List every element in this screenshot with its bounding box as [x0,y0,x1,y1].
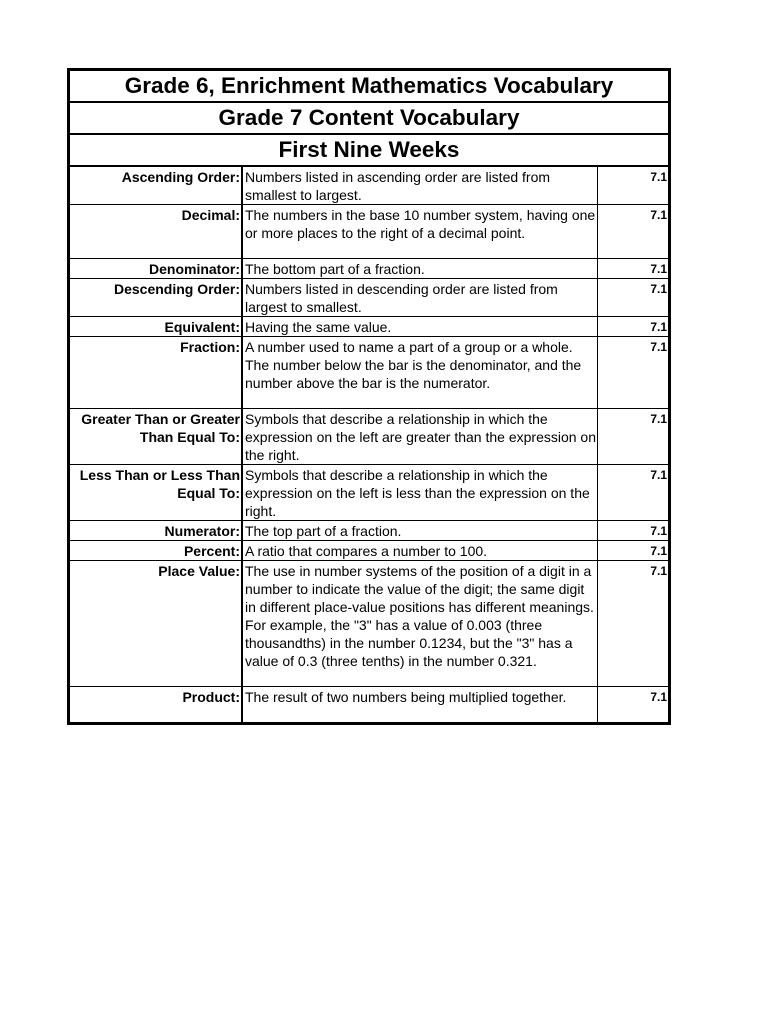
standard-cell: 7.1 [598,465,669,521]
table-row [70,687,668,723]
term-cell: Numerator: [70,521,242,541]
table-row [70,259,668,279]
standard-cell: 7.1 [598,521,669,541]
definition-cell: The bottom part of a fraction. [242,259,598,279]
title-block [70,71,668,167]
definition-cell: A ratio that compares a number to 100. [242,541,598,561]
standard-cell: 7.1 [598,337,669,409]
standard-cell: 7.1 [650,170,667,184]
title-line-3: First Nine Weeks [278,137,460,162]
definition-cell: A number used to name a part of a group or a whole. The number below the bar is the denominator, and the number above the bar is the numerator. [242,337,598,409]
standard-cell: 7.1 [598,687,669,723]
definition-cell: Symbols that describe a relationship in which the expression on the left are greater than the expression on the right. [242,409,598,465]
standard-cell: 7.1 [598,541,669,561]
definition-cell: Symbols that describe a relationship in which the expression on the left is less than the expression on the right. [242,465,598,521]
term-cell: Ascending Order: [70,167,242,205]
title-line-2: Grade 7 Content Vocabulary [70,103,668,135]
standard-cell: 7.1 [598,561,669,687]
table-row [70,561,668,687]
definition-cell: The top part of a fraction. [242,521,598,541]
vocabulary-sheet [67,68,671,725]
term-cell: Less Than or Less Than Equal To: [70,465,242,521]
term-cell: Descending Order: [70,279,242,317]
definition-cell: Having the same value. [242,317,598,337]
table-row [70,521,668,541]
standard-cell: 7.1 [598,409,669,465]
definition-cell: Numbers listed in ascending order are listed from smallest to largest. [242,167,598,205]
term-cell: Product: [70,687,242,723]
definition-cell: The result of two numbers being multiplied together. [242,687,598,723]
term-cell: Equivalent: [70,317,242,337]
table-row [70,279,668,317]
table-row [70,317,668,337]
standard-cell: 7.1 [598,259,669,279]
term-cell: Place Value: [70,561,242,687]
term-cell: Fraction: [70,337,242,409]
table-row [70,465,668,521]
standard-cell: 7.1 [598,205,669,259]
term-cell: Greater Than or Greater Than Equal To: [70,409,242,465]
table-row [70,409,668,465]
definition-cell: The use in number systems of the position of a digit in a number to indicate the value of the digit; the same digit in different place-value positions has different meanings. For example, the "3" has a value of 0.003 (three thousandths) in the number 0.1234, but the "3" has a value of 0.3 (three tenths) in the number 0.321. [242,561,598,687]
table-row [70,541,668,561]
standard-cell: 7.1 [598,317,669,337]
table-row [70,337,668,409]
table-row [70,167,668,205]
term-cell: Percent: [70,541,242,561]
table-row [70,205,668,259]
term-cell: Denominator: [70,259,242,279]
title-line-1: Grade 6, Enrichment Mathematics Vocabulary [70,71,668,103]
standard-cell: 7.1 [598,279,669,317]
term-cell: Decimal: [70,205,242,259]
vocabulary-table [70,167,668,722]
definition-cell: The numbers in the base 10 number system, having one or more places to the right of a decimal point. [242,205,598,259]
definition-cell: Numbers listed in descending order are listed from largest to smallest. [242,279,598,317]
